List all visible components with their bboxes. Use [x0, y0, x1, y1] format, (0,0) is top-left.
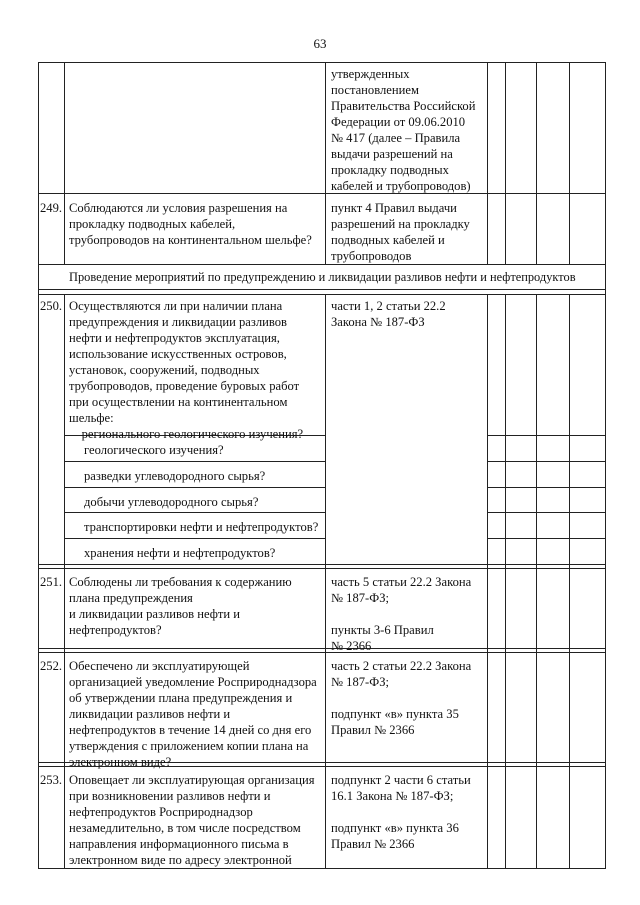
row-reference: часть 2 статьи 22.2 Закона № 187-ФЗ; подпункт «в» пункта 35 Правил № 2366 — [331, 659, 472, 737]
table-rule — [38, 568, 606, 569]
row-question: Осуществляются ли при наличии плана предупреждения и ликвидации разливов нефти и нефтепродуктов эксплуатация, использование искусственных островов, установок, сооружений, подводных трубопроводов, проведение буровых работ при осуществлении на континентальном шельфе: регионального геологического изучения? — [69, 299, 304, 441]
row-question: Обеспечено ли эксплуатирующей организацией уведомление Росприроднадзора об утверждении плана предупреждения и ликвидации разливов нефти и нефтепродуктов в течение 14 дней со дня его утверждения с приложением копии плана на электронном виде? — [69, 659, 317, 769]
table-rule — [505, 294, 506, 868]
table-rule — [38, 648, 606, 649]
row-reference: утвержденных постановлением Правительства Российской Федерации от 09.06.2010 № 417 (далее – Правила выдачи разрешений на прокладку подводных кабелей и трубопроводов) — [331, 67, 476, 193]
table-rule — [64, 461, 325, 462]
row-number: 250. — [40, 299, 63, 313]
table-rule — [64, 62, 65, 264]
row-reference: часть 5 статьи 22.2 Закона № 187-ФЗ; пункты 3-6 Правил № 2366 — [331, 575, 472, 653]
table-rule — [38, 62, 39, 868]
table-rule — [569, 62, 570, 264]
subrow-question: разведки углеводородного сырья? — [84, 469, 266, 483]
row-reference: пункт 4 Правил выдачи разрешений на прокладку подводных кабелей и трубопроводов — [331, 201, 470, 263]
table-rule — [38, 264, 606, 265]
table-rule — [38, 193, 606, 194]
row-number: 249. — [40, 201, 63, 215]
table-rule — [64, 538, 325, 539]
table-rule — [487, 62, 488, 264]
table-rule — [38, 294, 606, 295]
table-rule — [325, 294, 326, 868]
table-rule — [605, 62, 606, 868]
table-rule — [38, 564, 606, 565]
row-question: Оповещает ли эксплуатирующая организация при возникновении разливов нефти и нефтепродуктов Росприроднадзор незамедлительно, в том числе посредством направления информационного письма в электронном виде по адресу электронной — [69, 773, 315, 867]
table-rule — [38, 289, 606, 290]
table-rule — [569, 294, 570, 868]
subrow-question: транспортировки нефти и нефтепродуктов? — [84, 520, 319, 534]
subrow-question: добычи углеводородного сырья? — [84, 495, 259, 509]
subrow-question: хранения нефти и нефтепродуктов? — [84, 546, 276, 560]
table-rule — [487, 294, 488, 868]
table-rule — [38, 652, 606, 653]
table-rule — [64, 512, 325, 513]
table-rule — [325, 62, 326, 264]
row-number: 251. — [40, 575, 63, 589]
row-reference: подпункт 2 части 6 статьи 16.1 Закона № 187-ФЗ; подпункт «в» пункта 36 Правил № 2366 — [331, 773, 471, 851]
row-number: 253. — [40, 773, 63, 787]
table-rule — [38, 868, 606, 869]
table-rule — [64, 487, 325, 488]
row-question: Соблюдены ли требования к содержанию плана предупреждения и ликвидации разливов нефти и нефтепродуктов? — [69, 575, 292, 637]
subrow-question: геологического изучения? — [84, 443, 224, 457]
table-rule — [536, 294, 537, 868]
page-number: 63 — [313, 36, 327, 51]
table-rule — [38, 62, 606, 63]
row-question: Соблюдаются ли условия разрешения на прокладку подводных кабелей, трубопроводов на континентальном шельфе? — [69, 201, 312, 247]
table-rule — [64, 294, 65, 868]
table-rule — [536, 62, 537, 264]
section-title: Проведение мероприятий по предупреждению и ликвидации разливов нефти и нефтепродуктов — [69, 270, 576, 284]
row-number: 252. — [40, 659, 63, 673]
table-rule — [505, 62, 506, 264]
row-reference: части 1, 2 статьи 22.2 Закона № 187-ФЗ — [331, 299, 446, 329]
